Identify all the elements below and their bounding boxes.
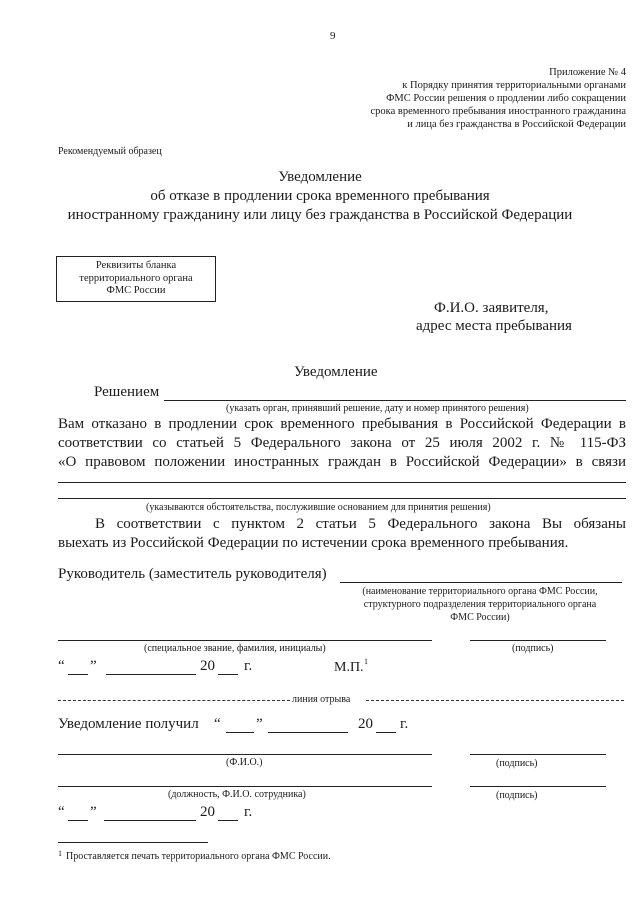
received-quote-open: “ — [214, 716, 221, 732]
body-line: соответствии со статьей 5 Федерального закона от 25 июля 2002 г. № 115-ФЗ — [58, 435, 626, 451]
received-month-line — [268, 732, 348, 733]
date2-year-prefix: 20 — [200, 804, 215, 820]
date2-year-suffix: г. — [244, 804, 253, 820]
footnote-text: Проставляется печать территориального органа ФМС России. — [66, 851, 331, 862]
decision-label: Решением — [94, 384, 160, 400]
received-year-suffix: г. — [400, 716, 409, 732]
year-suffix: г. — [244, 658, 253, 674]
title-line: Уведомление — [278, 169, 362, 185]
head-hint — [330, 585, 630, 624]
footnote-ref: 1 — [364, 657, 368, 666]
official-name-line — [58, 640, 432, 641]
footnote-number: 1 — [58, 849, 62, 858]
officer-signature-hint: (подпись) — [496, 790, 538, 801]
received-label: Уведомление получил — [58, 716, 199, 732]
head-label: Руководитель (заместитель руководителя) — [58, 566, 327, 582]
tear-line-right — [366, 700, 624, 701]
obligation-line: В соответствии с пунктом 2 статьи 5 Федерального закона Вы обязаны — [95, 516, 626, 532]
date2-month-line — [104, 820, 196, 821]
title-line: иностранному гражданину или лицу без гражданства в Российской Федерации — [67, 207, 573, 223]
date2-day-line — [68, 820, 88, 821]
recommended-sample-label: Рекомендуемый образец — [58, 146, 162, 157]
page-number: 9 — [330, 30, 336, 42]
head-field-line — [340, 582, 622, 583]
received-day-line — [226, 732, 254, 733]
tear-line-label: линия отрыва — [292, 694, 351, 705]
addressee-name: Ф.И.О. заявителя, — [434, 300, 549, 316]
date2-year-line — [218, 820, 238, 821]
officer-name-hint: (должность, Ф.И.О. сотрудника) — [168, 789, 306, 800]
official-name-hint: (специальное звание, фамилия, инициалы) — [144, 643, 326, 654]
month-field-line — [106, 674, 196, 675]
reason-hint: (указываются обстоятельства, послужившие основанием для принятия решения) — [146, 502, 491, 513]
recipient-signature-hint: (подпись) — [496, 758, 538, 769]
received-year-prefix: 20 — [358, 716, 373, 732]
recipient-signature-line — [470, 754, 606, 755]
officer-name-line — [58, 786, 432, 787]
appendix-line: к Порядку принятия территориальными органами — [402, 80, 626, 91]
year-field-line — [218, 674, 238, 675]
addressee-address: адрес места пребывания — [416, 318, 572, 334]
date-quote-close: ” — [90, 658, 97, 674]
recipient-name-line — [58, 754, 432, 755]
blank-box-line: Реквизиты бланка — [95, 260, 177, 271]
document-title — [40, 168, 600, 225]
tear-line-left — [58, 700, 290, 701]
decision-hint: (указать орган, принявший решение, дату и номер принятого решения) — [226, 403, 529, 414]
body-line: «О правовом положении иностранных граждан в Российской Федерации» в связи — [58, 454, 626, 470]
day-field-line — [68, 674, 88, 675]
notice-heading: Уведомление — [294, 364, 378, 380]
appendix-line: и лица без гражданства в Российской Федерации — [407, 119, 626, 130]
blank-requisites-text — [56, 260, 216, 298]
reason-field-line — [58, 498, 626, 499]
appendix-block — [370, 66, 626, 131]
appendix-title: Приложение № 4 — [549, 67, 626, 78]
head-hint-line: структурного подразделения территориального органа — [363, 599, 597, 610]
official-signature-line — [470, 640, 606, 641]
title-line: об отказе в продлении срока временного пребывания — [150, 188, 490, 204]
recipient-name-hint: (Ф.И.О.) — [226, 757, 263, 768]
received-quote-close: ” — [256, 716, 263, 732]
date2-quote-open: “ — [58, 804, 65, 820]
appendix-line: ФМС России решения о продлении либо сокращении — [386, 93, 626, 104]
reason-field-line — [58, 482, 626, 483]
blank-box-line: ФМС России — [106, 285, 166, 296]
head-hint-line: ФМС России) — [450, 612, 510, 623]
year-prefix: 20 — [200, 658, 215, 674]
footnote-separator — [58, 842, 208, 843]
head-hint-line: (наименование территориального органа ФМС России, — [362, 586, 598, 597]
blank-box-line: территориального органа — [79, 272, 193, 284]
body-line: Вам отказано в продлении срок временного пребывания в Российской Федерации в — [58, 416, 626, 432]
obligation-line: выехать из Российской Федерации по истечении срока временного пребывания. — [58, 535, 569, 551]
officer-signature-line — [470, 786, 606, 787]
official-signature-hint: (подпись) — [512, 643, 554, 654]
appendix-line: срока временного пребывания иностранного гражданина — [370, 106, 626, 117]
stamp-label: М.П. — [334, 660, 364, 675]
decision-field-line — [164, 400, 626, 401]
date2-quote-close: ” — [90, 804, 97, 820]
date-quote-open: “ — [58, 658, 65, 674]
received-year-line — [376, 732, 396, 733]
